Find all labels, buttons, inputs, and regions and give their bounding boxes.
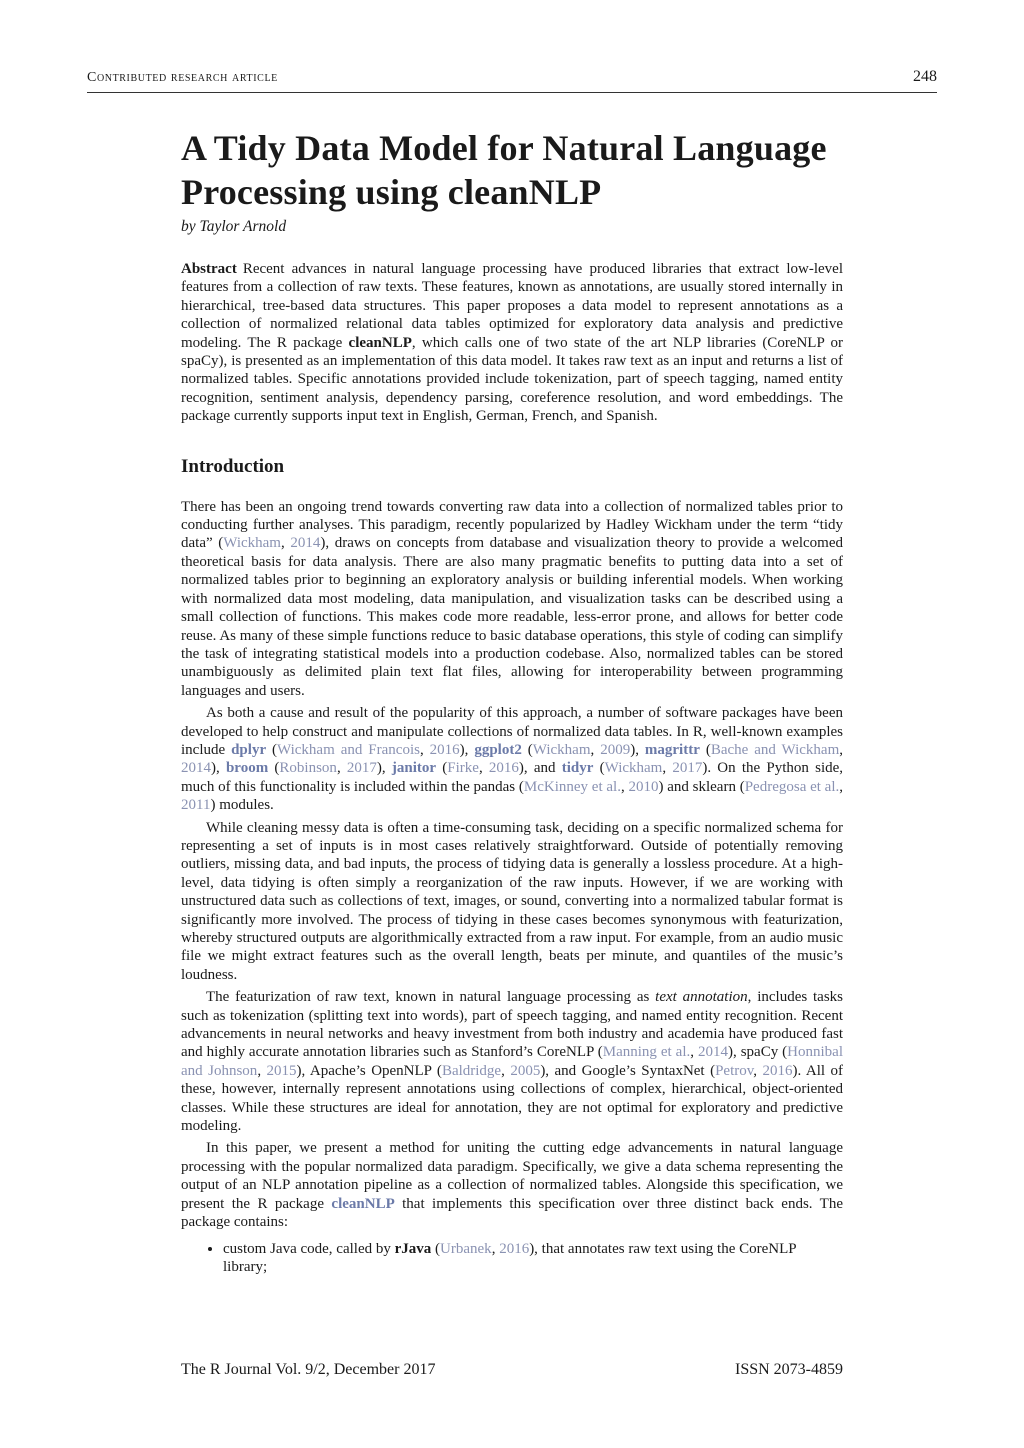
package-link[interactable]: magrittr — [644, 741, 700, 758]
citation-year-link[interactable]: 2014 — [290, 535, 321, 552]
emphasis-text: text annotation — [655, 989, 748, 1006]
package-link[interactable]: cleanNLP — [331, 1195, 395, 1212]
citation-year-link[interactable]: 2017 — [672, 760, 703, 777]
citation-year-link[interactable]: 2016 — [429, 741, 460, 758]
citation-link[interactable]: Firke — [447, 760, 479, 777]
citation-year-link[interactable]: 2010 — [628, 778, 659, 795]
citation-year-link[interactable]: 2014 — [181, 760, 211, 777]
page-number: 248 — [913, 68, 937, 85]
citation-link[interactable]: Manning et al. — [602, 1044, 691, 1061]
paragraph: There has been an ongoing trend towards converting raw data into a collection of normalized tables prior to conducting further analyses. This paradigm, recently popularized by Hadley Wickham under the term “tidy data” (Wickham, 2014), draws on concepts from database and visualization theory to provide a welcomed theoretical basis for data analysis. There are also many pragmatic benefits to putting data into a set of normalized tables prior to beginning an exploratory analysis or building inferential models. When working with normalized data most modeling, data manipulation, and visualization tasks can be described using a small collection of functions. This makes code more readable, less-error prone, and allows for better code reuse. As many of these simple functions reduce to basic database operations, this style of coding can simplify the task of integrating statistical models into a production codebase. Also, normalized tables can be stored unambiguously as delimited plain text flat files, allowing for interoperability between programming languages and users. — [181, 498, 844, 699]
citation-link[interactable]: Baldridge — [441, 1062, 502, 1079]
issn: ISSN 2073-4859 — [734, 1361, 843, 1378]
paragraph: In this paper, we present a method for uniting the cutting edge advancements in natural language processing with the popular normalized data paradigm. Specifically, we give a data schema representing the output of an NLP annotation pipeline as a collection of normalized tables. Alongside this specification, we present the R package cleanNLP that implements this specification over three distinct back ends. The package contains: — [181, 1140, 843, 1231]
citation-link[interactable]: Robinson — [279, 760, 337, 777]
citation-link[interactable]: Bache and Wickham — [710, 741, 840, 758]
package-name: cleanNLP — [348, 334, 412, 351]
citation-link[interactable]: Wickham and Francois — [277, 741, 420, 758]
running-header — [87, 66, 937, 93]
paragraph: While cleaning messy data is often a time-consuming task, deciding on a specific normalized schema for representing a set of inputs is in most cases relatively straightforward. Outside of potentially removing outliers, missing data, and bad inputs, the process of tidying data is generally a lossless procedure. At a high-level, data tidying is often simply a reorganization of the raw inputs. However, if we are working with unstructured data such as collections of text, images, or sound, converting into a normalized tabular format is significantly more involved. The process of tidying in these cases becomes synonymous with featurization, whereby structured outputs are algorithmically extracted from a raw input. For example, from an audio music file we might extract features such as the overall length, beats per minute, and quantiles of the music’s loudness. — [181, 819, 843, 983]
citation-year-link[interactable]: 2011 — [181, 797, 211, 814]
citation-year-link[interactable]: 2015 — [266, 1062, 297, 1079]
package-link[interactable]: broom — [225, 760, 269, 777]
citation-link[interactable]: Pedregosa et al. — [744, 778, 840, 795]
package-link[interactable]: janitor — [391, 760, 437, 777]
journal-info: The R Journal Vol. 9/2, December 2017 — [181, 1361, 436, 1378]
package-link[interactable]: tidyr — [561, 760, 594, 777]
citation-link[interactable]: Urbanek — [440, 1240, 492, 1257]
abstract-text: Recent advances in natural language processing have produced libraries that extract low-level features from a collection of raw texts. These features, known as annotations, are usually stored internally in hierarchical, tree-based data structures. This paper proposes a data model to represent annotations as a collection of normalized relational data tables optimized for exploratory data analysis and predictive modeling. The R package — [181, 261, 843, 351]
citation-link[interactable]: Wickham — [604, 760, 663, 777]
page-footer — [181, 1361, 843, 1379]
section-heading-introduction: Introduction — [181, 455, 285, 477]
byline: by Taylor Arnold — [181, 218, 287, 235]
citation-year-link[interactable]: 2016 — [488, 760, 519, 777]
article-title: A Tidy Data Model for Natural Language Processing using cleanNLP — [181, 128, 827, 212]
citation-link[interactable]: Petrov — [715, 1062, 754, 1079]
list-item: • custom Java code, called by rJava (Urbanek, 2016), that annotates raw text using the CoreNLP library; — [223, 1240, 843, 1277]
citation-year-link[interactable]: 2014 — [697, 1044, 728, 1061]
bullet-list — [181, 1240, 843, 1277]
package-link[interactable]: ggplot2 — [474, 741, 522, 758]
package-name: rJava — [394, 1240, 432, 1257]
section-label: Contributed research article — [87, 70, 278, 85]
citation-year-link[interactable]: 2009 — [600, 741, 631, 758]
citation-link[interactable]: Honnibal and Johnson — [181, 1044, 843, 1079]
citation-year-link[interactable]: 2017 — [346, 760, 377, 777]
article-body — [181, 126, 843, 1276]
citation-year-link[interactable]: 2005 — [510, 1062, 541, 1079]
citation-link[interactable]: McKinney et al. — [523, 778, 621, 795]
paragraph: As both a cause and result of the popularity of this approach, a number of software packages have been developed to help construct and manipulate collections of normalized data tables. In R, well-known examples include dplyr (Wickham and Francois, 2016), ggplot2 (Wickham, 2009), magrittr (Bache and Wickham, 2014), broom (Robinson, 2017), janitor (Firke, 2016), and tidyr (Wickham, 2017). On the Python side, much of this functionality is included within the pandas (McKinney et al., 2010) and sklearn (Pedregosa et al., 2011) modules. — [181, 705, 844, 814]
citation-year-link[interactable]: 2016 — [762, 1062, 793, 1079]
paragraph: The featurization of raw text, known in natural language processing as text annotation, includes tasks such as tokenization (splitting text into words), part of speech tagging, and named entity recognition. Recent advancements in neural networks and heavy investment from both industry and academia have produced fast and highly accurate annotation libraries such as Stanford’s CoreNLP (Manning et al., 2014), spaCy (Honnibal and Johnson, 2015), Apache’s OpenNLP (Baldridge, 2005), and Google’s SyntaxNet (Petrov, 2016). All of these, however, internally represent annotations using collections of complex, hierarchical, object-oriented classes. While these structures are ideal for annotation, they are not optimal for exploratory and predictive modeling. — [181, 989, 844, 1135]
citation-year-link[interactable]: 2016 — [499, 1240, 530, 1257]
abstract — [181, 260, 843, 426]
abstract-text-2: , which calls one of two state of the art NLP libraries (CoreNLP or spaCy), is presented as an implementation of this data model. It takes raw text as an input and returns a list of normalized tables. Specific annotations provided include tokenization, part of speech tagging, named entity recognition, sentiment analysis, dependency parsing, coreference resolution, and word embeddings. The package currently supports input text in English, German, French, and Spanish. — [181, 334, 843, 425]
package-link[interactable]: dplyr — [231, 741, 267, 758]
citation-link[interactable]: Wickham — [532, 741, 591, 758]
abstract-label: Abstract — [181, 261, 237, 277]
citation-link[interactable]: Wickham — [223, 535, 281, 552]
